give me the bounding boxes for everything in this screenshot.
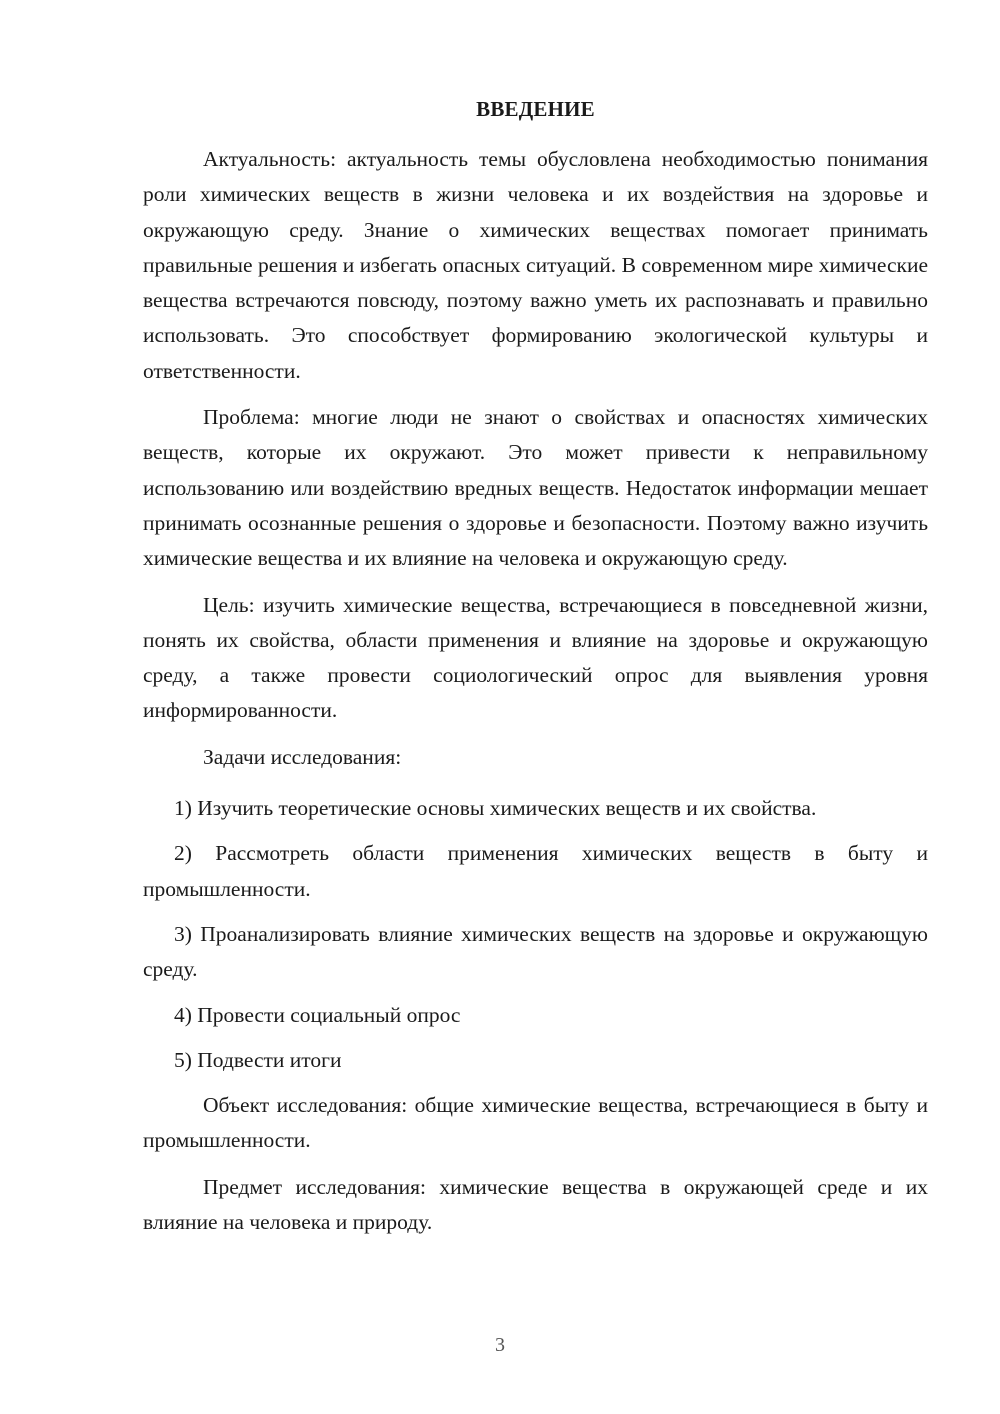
relevance-paragraph: Актуальность: актуальность темы обусловлена необходимостью понимания роли химических веществ в жизни человека и их воздействия на здоровье и окружающую среду. Знание о химических веществах помогает принимать правильные решения и избегать опасных ситуаций. В современном мире химические вещества встречаются повсюду, поэтому важно уметь их распознавать и правильно использовать. Это способствует формированию экологической культуры и ответственности. [143, 147, 928, 383]
document-page [143, 94, 928, 1251]
section-title: ВВЕДЕНИЕ [476, 97, 595, 121]
task-item: 4) Провести социальный опрос [174, 1002, 461, 1027]
research-object-paragraph: Объект исследования: общие химические вещества, встречающиеся в быту и промышленности. [143, 1093, 928, 1153]
page-number: 3 [495, 1334, 505, 1356]
research-subject-paragraph: Предмет исследования: химические вещества в окружающей среде и их влияние на человека и природу. [143, 1174, 928, 1235]
task-item: 2) Рассмотреть области применения химических веществ в быту и промышленности. [143, 841, 928, 901]
task-item: 3) Проанализировать влияние химических веществ на здоровье и окружающую среду. [143, 921, 928, 982]
task-item: 1) Изучить теоретические основы химических веществ и их свойства. [174, 796, 817, 821]
task-list [143, 791, 928, 1078]
task-item: 5) Подвести итоги [174, 1047, 342, 1072]
problem-paragraph: Проблема: многие люди не знают о свойствах и опасностях химических веществ, которые их окружают. Это может привести к неправильному использованию или воздействию вредных веществ. Недостаток информации мешает принимать осознанные решения о здоровье и безопасности. Поэтому важно изучить химические вещества и их влияние на человека и окружающую среду. [143, 405, 928, 571]
tasks-heading: Задачи исследования: [203, 744, 402, 769]
goal-paragraph: Цель: изучить химические вещества, встречающиеся в повседневной жизни, понять их свойства, области применения и влияние на здоровье и окружающую среду, а также провести социологический опрос для выявления уровня информированности. [143, 592, 928, 723]
